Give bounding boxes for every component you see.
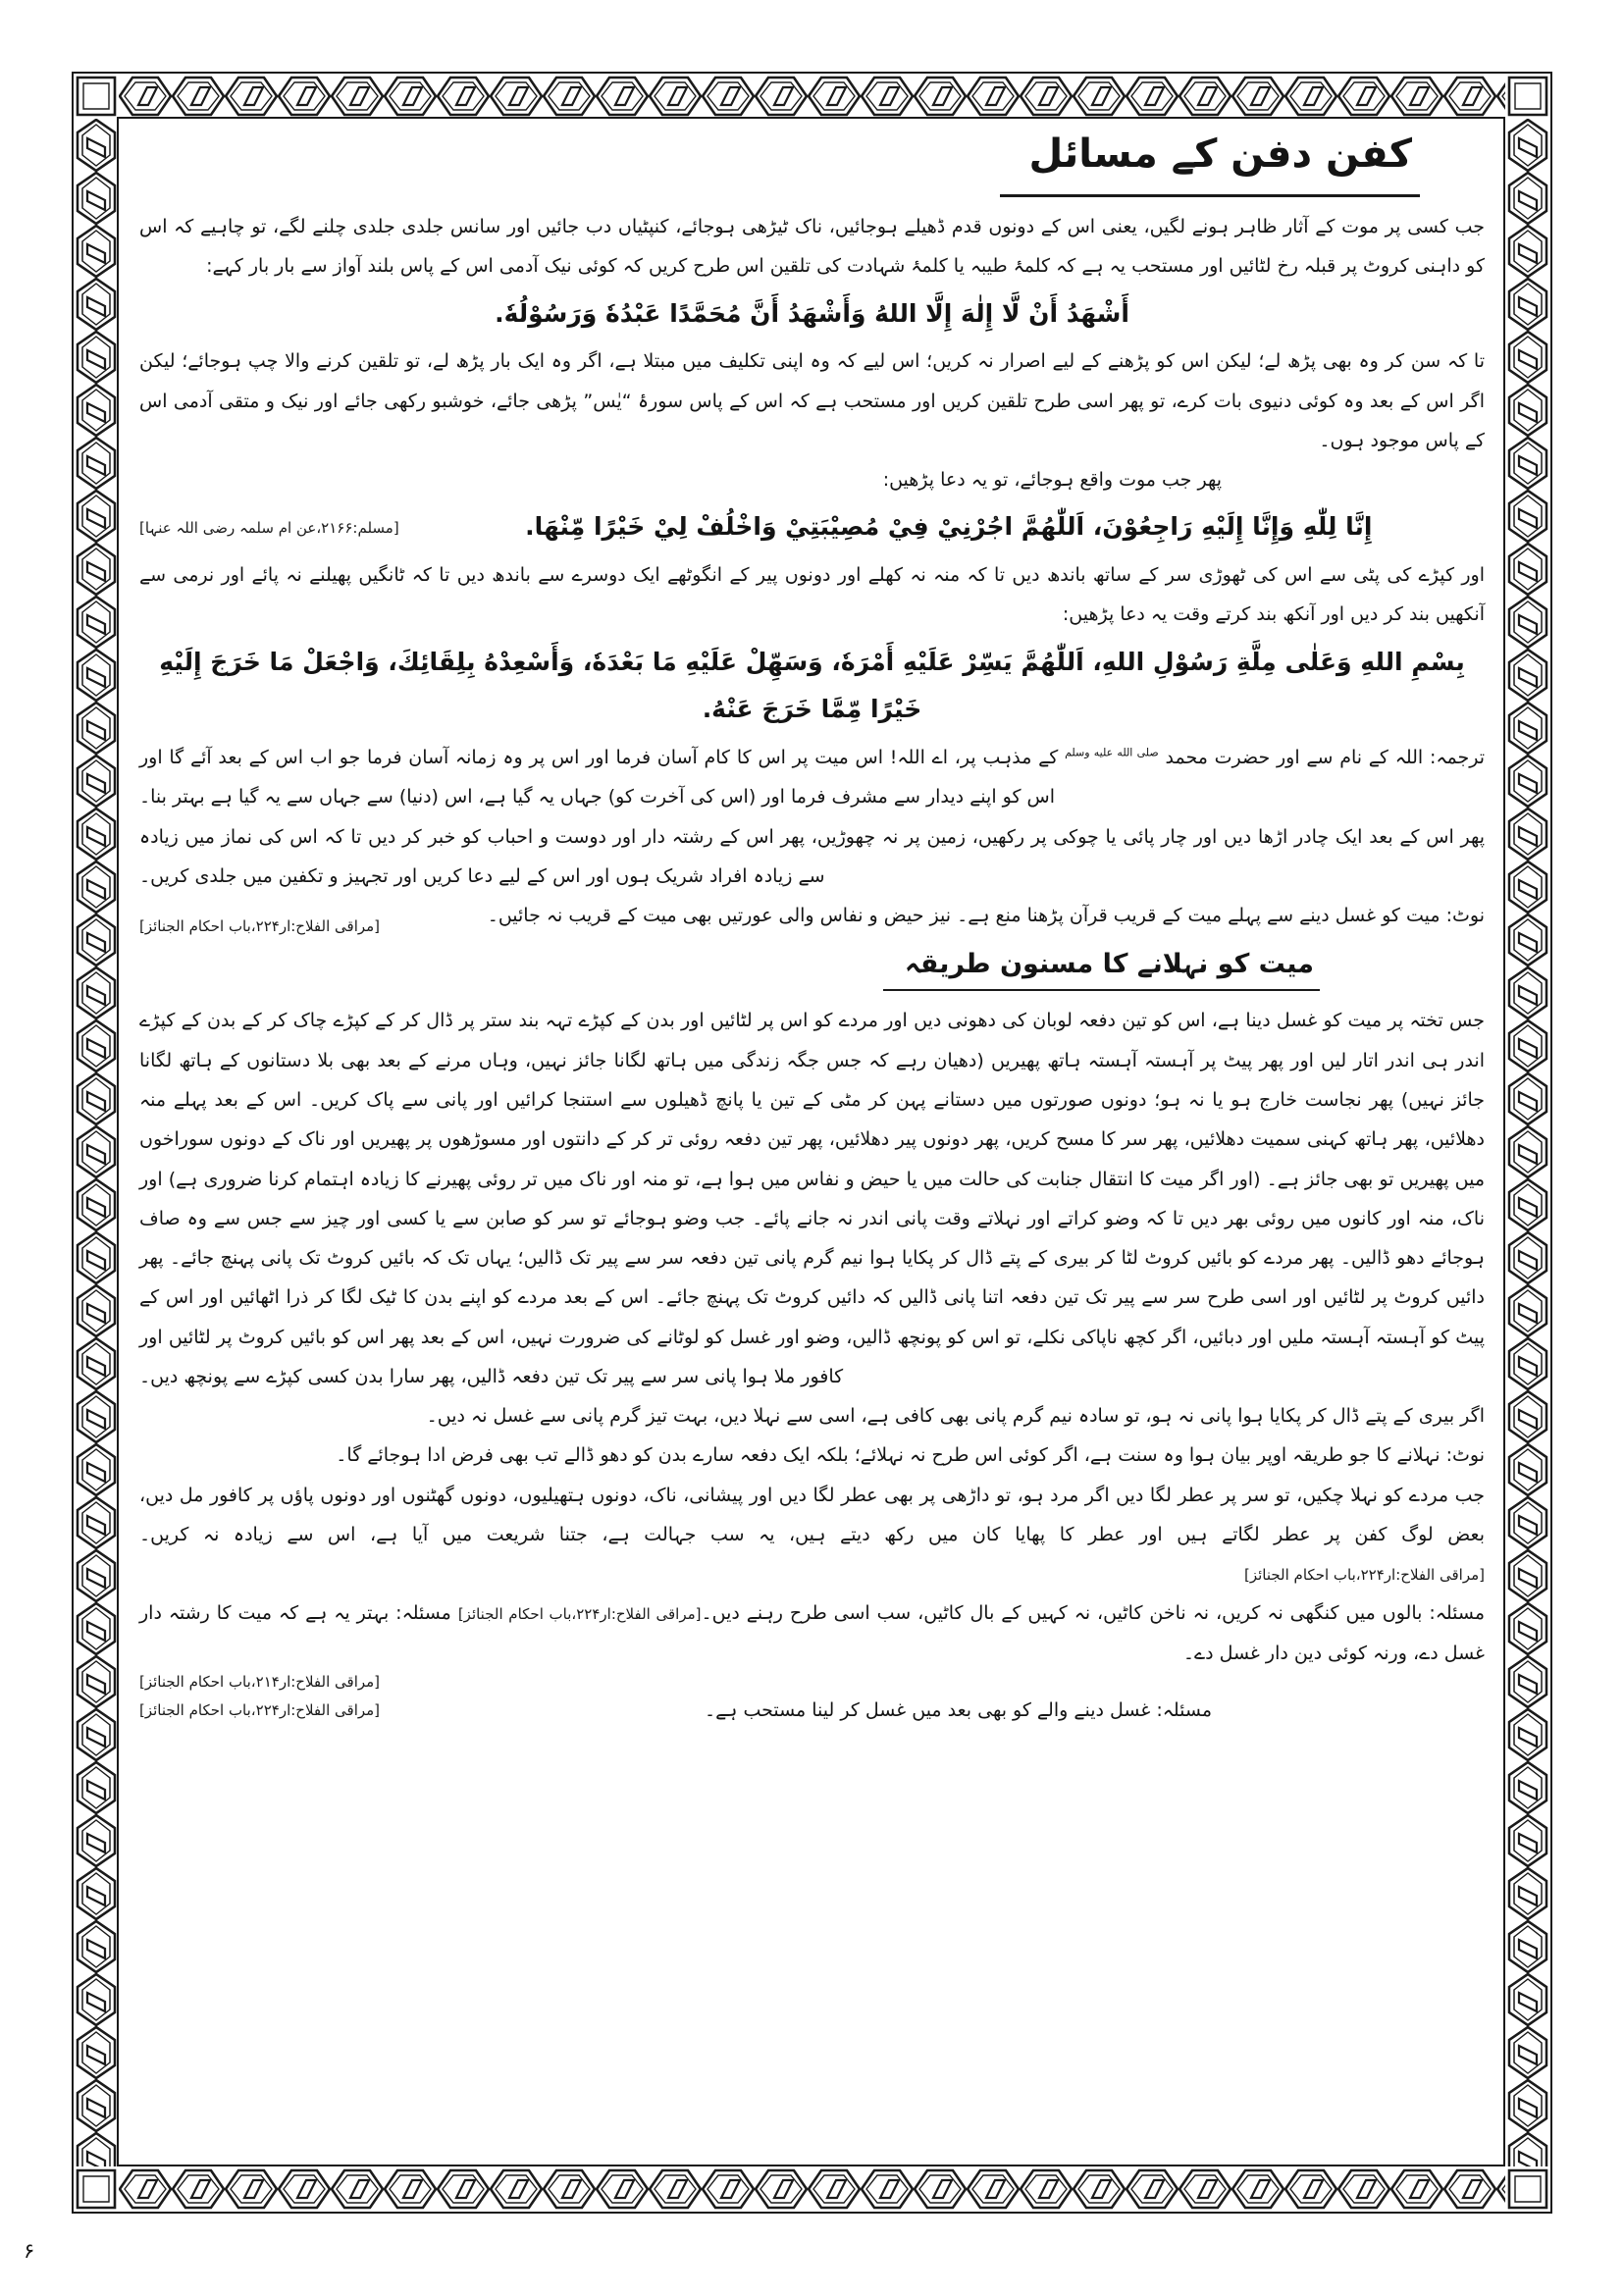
masla-ghassal-row: [139, 1691, 1485, 1730]
border-corner-bottom-left-ornament: [1505, 2166, 1550, 2212]
itr-text: جب مردے کو نہلا چکیں، تو سر پر عطر لگا دیں اگر مرد ہو، تو داڑھی پر بھی عطر لگا دیں اور پیشانی، ناک، دونوں ہتھیلیوں، دونوں گھٹنوں اور دونوں پاؤں پر کافور مل دیں، بعض لوگ کفن پر عطر لگاتے ہیں اور عطر کا پھایا کان میں رکھ دیتے ہیں، یہ سب جہالت ہے، جتنا شریعت میں آیا ہے، اس سے زیادہ نہ کریں۔: [139, 1484, 1485, 1545]
paragraph-itr-kafoor: [139, 1476, 1485, 1594]
paragraph-ghusl-method: جس تختہ پر میت کو غسل دینا ہے، اس کو تین دفعہ لوبان کی دھونی دیں اور مردے کو اس پر لٹائیں اور بدن کے کپڑے تہہ بند ستر پر ڈال کر کے کپڑے چاک کر کے بدن کے کپڑے اندر ہی اندر اتار لیں اور پھر پیٹ پر آہستہ آہستہ ہاتھ پھیریں (دھیان رہے کہ جس جگہ زندگی میں ہاتھ لگانا جائز نہیں، وہاں مرنے کے بعد بھی بلا دستانوں کے ہاتھ لگانا جائز نہیں) پھر نجاست خارج ہو یا نہ ہو؛ دونوں صورتوں میں دستانے پہن کر مٹی کے تین یا پانچ ڈھیلوں سے استنجا کرائیں اور پانی سے پاک کریں۔ اس کے بعد پہلے منہ دھلائیں، پھر ہاتھ کہنی سمیت دھلائیں، پھر سر کا مسح کریں، پھر دونوں پیر دھلائیں، پھر تین دفعہ روئی تر کر کے دانتوں اور مسوڑھوں پر پھیریں اور ناک کے دونوں سوراخوں میں پھیریں تو بھی جائز ہے۔ (اور اگر میت کا انتقال جنابت کی حالت میں یا حیض و نفاس میں ہوا ہے، تو منہ اور ناک میں تر روئی پھیرنے کا زیادہ اہتمام کرنا ضروری ہے) اور ناک، منہ اور کانوں میں روئی بھر دیں تا کہ وضو کراتے اور نہلاتے وقت پانی اندر نہ جانے پائے۔ جب وضو ہوجائے تو سر کو صابن سے یا کسی اور چیز سے جس سے وہ صاف ہوجائے دھو ڈالیں۔ پھر مردے کو بائیں کروٹ لٹا کر بیری کے پتے ڈال کر پکایا ہوا نیم گرم پانی تین دفعہ سر سے پیر تک ڈالیں؛ یہاں تک کہ بائیں کروٹ تک پانی پہنچ جائے۔ پھر دائیں کروٹ پر لٹائیں اور اسی طرح سر سے پیر تک تین دفعہ اتنا پانی ڈالیں کہ دائیں کروٹ تک پہنچ جائے۔ اس کے بعد مردے کو اپنے بدن کا ٹیک لگا کر ذرا اٹھائیں اور اس کے پیٹ کو آہستہ آہستہ ملیں اور دبائیں، اگر کچھ ناپاکی نکلے، تو اس کو پونچھ ڈالیں، وضو اور غسل کو لوٹانے کی ضرورت نہیں، اس کے بعد پھر اس کو بائیں کروٹ پر لٹائیں اور کافور ملا ہوا پانی سر سے پیر تک تین دفعہ ڈالیں، پھر سارا بدن کسی کپڑے سے پونچھ دیں۔: [139, 1010, 1485, 1387]
tarjuma-text-continued: کے مذہب پر، اے اللہ! اس میت پر اس کا کام آسان فرما اور اس پر وہ زمانہ آسان فرما جو اب اس کے بعد آئے گا اور اس کو اپنے دیدار سے مشرف فرما اور (اس کی آخرت کو) جہاں یہ گیا ہے، اس (دنیا) سے جہاں سے یہ گیا ہے بہتر بنا۔: [139, 747, 1059, 809]
paragraph-death-signs: جب کسی پر موت کے آثار ظاہر ہونے لگیں، یعنی اس کے دونوں قدم ڈھیلے ہوجائیں، ناک ٹیڑھی ہوجائے، کنپٹیاں دب جائیں اور سانس جلدی جلدی چلنے لگے، تو چاہیے کہ اس کو داہنی کروٹ پر قبلہ رخ لٹائیں اور مستحب یہ ہے کہ کلمۂ طیبہ یا کلمۂ شہادت کی تلقین اس طرح کریں کہ کوئی نیک آدمی اس کے پاس بلند آواز سے بار بار کہے:: [139, 216, 1485, 278]
masla-rishtedar-ref-row: [139, 1673, 1485, 1691]
kalima-shahadat-text: أَشْهَدُ أَنْ لَّا إِلٰهَ إِلَّا اللهُ وَأَشْهَدُ أَنَّ مُحَمَّدًا عَبْدُهٗ وَرَسُوْلُهٗ.: [495, 298, 1129, 328]
title-row: [139, 131, 1485, 197]
paragraph-tarjuma: [139, 738, 1485, 817]
dua-musibat-text: إِنَّا لِلّٰهِ وَإِنَّا إِلَيْهِ رَاجِعُوْنَ، اَللّٰهُمَّ اجُرْنِيْ فِيْ مُصِيْبَتِيْ وَاخْلُفْ لِيْ خَيْرًا مِّنْهَا.: [525, 512, 1373, 542]
paragraph-warm-water: اگر بیری کے پتے ڈال کر پکایا ہوا پانی نہ ہو، تو سادہ نیم گرم پانی بھی کافی ہے، اسی سے نہلا دیں، بہت تیز گرم پانی سے غسل نہ دیں۔: [426, 1405, 1485, 1428]
border-chain-bottom: [119, 2166, 1505, 2212]
border-corner-bottom-right-ornament: [74, 2166, 119, 2212]
paragraph-chadar: پھر اس کے بعد ایک چادر اڑھا دیں اور چار پائی یا چوکی پر رکھیں، زمین پر نہ چھوڑیں، پھر اس کے رشتہ دار اور دوست و احباب کو خبر کر دیں تا کہ اس کی نماز میں زیادہ سے زیادہ افراد شریک ہوں اور اس کے لیے دعا کریں اور تجہیز و تکفین میں جلدی کریں۔: [139, 825, 1485, 887]
section-heading-row: [139, 949, 1485, 991]
page-number: ۶: [24, 2239, 35, 2263]
page-title: کفن دفن کے مسائل: [1000, 131, 1420, 197]
tarjuma-text: ترجمہ: اللہ کے نام سے اور حضرت محمد: [1165, 747, 1486, 769]
reference-maraqi-rishtedar: [مراقی الفلاح:ار۲۱۴،باب احکام الجنائز]: [139, 1672, 381, 1691]
reference-maraqi-itr: [مراقی الفلاح:ار۲۲۴،باب احکام الجنائز]: [1243, 1566, 1485, 1585]
reference-maraqi-note: [مراقی الفلاح:ار۲۲۴،باب احکام الجنائز]: [139, 917, 381, 936]
paragraph-chin-tie: اور کپڑے کی پٹی سے اس کی ٹھوڑی سر کے ساتھ باندھ دیں تا کہ منہ نہ کھلے اور دونوں پیر کے انگوٹھے ایک دوسرے سے باندھ دیں تا کہ ٹانگیں پھیلنے نہ پائے اور نرمی سے آنکھیں بند کر دیں اور آنکھ بند کرتے وقت یہ دعا پڑھیں:: [139, 564, 1485, 626]
reference-maraqi-ghassal: [مراقی الفلاح:ار۲۲۴،باب احکام الجنائز]: [139, 1701, 381, 1720]
note-quran-row: [139, 896, 1485, 935]
border-chain-right: [1505, 119, 1550, 2166]
section-heading-ghusl: میت کو نہلانے کا مسنون طریقہ: [883, 949, 1320, 991]
note-quran: نوٹ: میت کو غسل دینے سے پہلے میت کے قریب قرآن پڑھنا منع ہے۔ نیز حیض و نفاس والی عورتیں بھی میت کے قریب نہ جائیں۔: [487, 905, 1485, 927]
page-content: [139, 106, 1485, 2159]
salallahu-alaihi-wasallam-symbol: صلى الله عليه وسلم: [1065, 746, 1159, 759]
note-sunnat-method: نوٹ: نہلانے کا جو طریقہ اوپر بیان ہوا وہ سنت ہے، اگر کوئی اس طرح نہ نہلائے؛ بلکہ ایک دفعہ سارے بدن کو دھو ڈالے تب بھی فرض ادا ہوجائے گا۔: [336, 1444, 1485, 1467]
masla-kanghi-row: [139, 1593, 1485, 1673]
line-death-dua-intro: پھر جب موت واقع ہوجائے، تو یہ دعا پڑھیں:: [882, 469, 1222, 492]
masla-ghassal: مسئلہ: غسل دینے والے کو بھی بعد میں غسل کر لینا مستحب ہے۔: [705, 1698, 1212, 1721]
dua-closing-eyes-text: بِسْمِ اللهِ وَعَلٰى مِلَّةِ رَسُوْلِ اللهِ، اَللّٰهُمَّ يَسِّرْ عَلَيْهِ أَمْرَهٗ، وَسَهِّلْ عَلَيْهِ مَا بَعْدَهٗ، وَأَسْعِدْهُ بِلِقَائِكَ، وَاجْعَلْ مَا خَرَجَ إِلَيْهِ خَيْرًا مِّمَّا خَرَجَ عَنْهُ.: [159, 647, 1465, 724]
border-corner-top-right-ornament: [74, 74, 119, 119]
border-corner-top-left-ornament: [1505, 74, 1550, 119]
paragraph-talqeen: تا کہ سن کر وہ بھی پڑھ لے؛ لیکن اس کو پڑھنے کے لیے اصرار نہ کریں؛ اس لیے کہ وہ اپنی تکلیف میں مبتلا ہے، اگر وہ ایک بار پڑھ لے، تو تلقین کرنے والا چپ ہوجائے؛ لیکن اگر اس کے بعد وہ کوئی دنیوی بات کرے، تو پھر اسی طرح تلقین کریں اور مستحب ہے کہ اس کے پاس سورۂ “یٰس” پڑھی جائے، خوشبو رکھی جائے اور نیک و متقی آدمی اس کے پاس موجود ہوں۔: [139, 350, 1485, 451]
masla-kanghi: مسئلہ: بالوں میں کنگھی نہ کریں، نہ ناخن کاٹیں، نہ کہیں کے بال کاٹیں، سب اسی طرح رہنے دیں۔: [701, 1602, 1485, 1625]
reference-muslim: [مسلم:۲۱۶۶،عن ام سلمہ رضی اللہ عنہا]: [139, 518, 399, 537]
reference-maraqi-kanghi: [مراقی الفلاح:ار۲۲۴،باب احکام الجنائز]: [457, 1605, 702, 1624]
dua-musibat-row: [139, 499, 1485, 555]
border-chain-left: [74, 119, 119, 2166]
masla-rishtedar: مسئلہ: بہتر یہ ہے کہ میت کا رشتہ دار غسل دے، ورنہ کوئی دین دار غسل دے۔: [139, 1602, 1485, 1664]
